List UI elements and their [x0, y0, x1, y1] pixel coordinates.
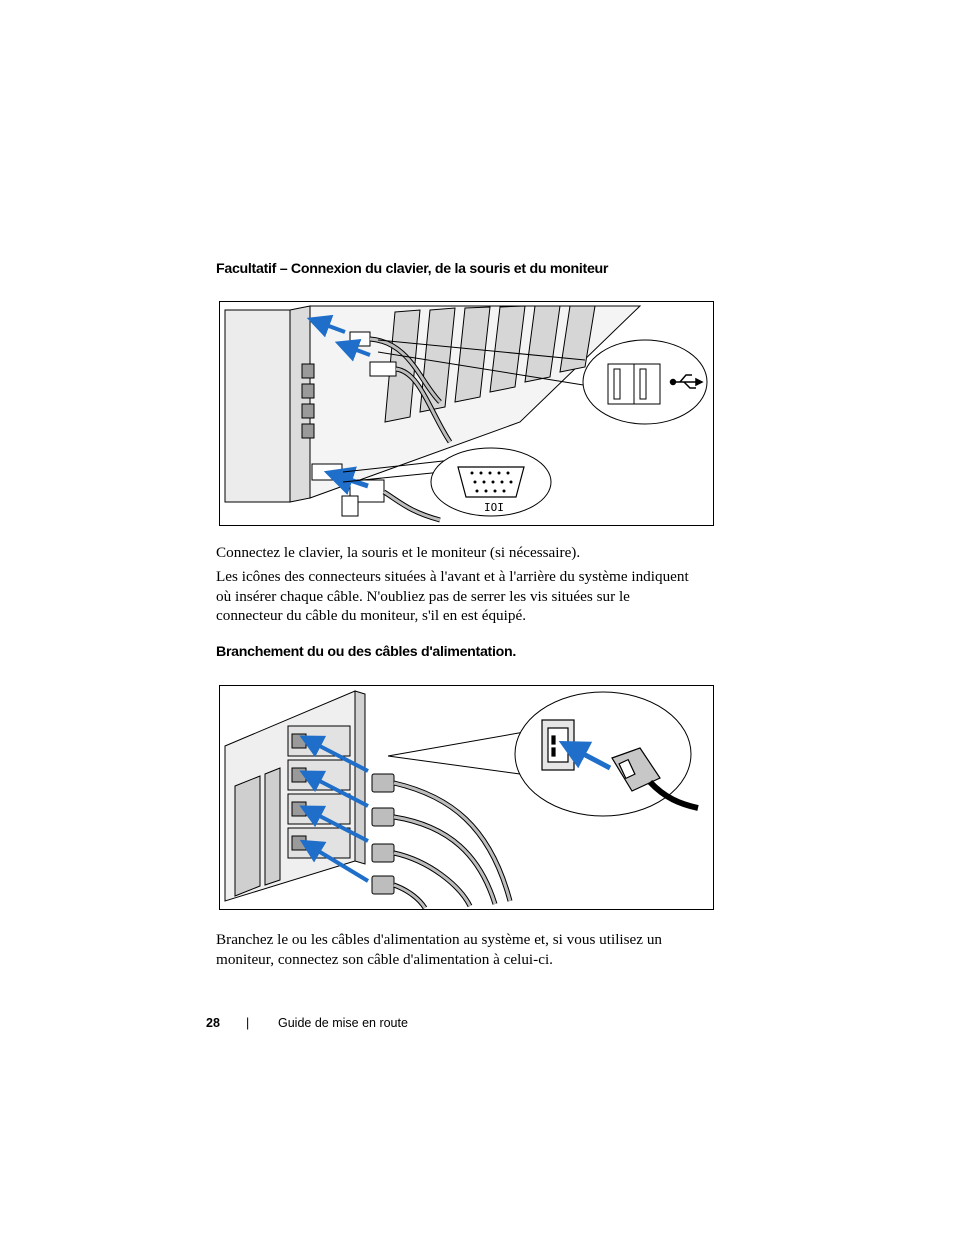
footer-separator: |	[246, 1016, 250, 1030]
power-illustration	[220, 686, 713, 909]
paragraph-connect-peripherals: Connectez le clavier, la souris et le moniteur (si nécessaire).	[216, 544, 581, 561]
paragraph-connector-icons: Les icônes des connecteurs situées à l'avant et à l'arrière du système indiquent où insérer chaque câble. N'oubliez pas de serrer les vis situées sur le connecteur du câble du moniteur, s'il en est équipé.	[216, 568, 689, 624]
peripheral-illustration	[220, 302, 713, 525]
video-port-icon: IOI	[484, 501, 504, 514]
figure-peripheral-connection	[219, 301, 714, 526]
usb-callout	[583, 340, 707, 424]
paragraph-power-cables: Branchez le ou les câbles d'alimentation au système et, si vous utilisez un moniteur, connectez son câble d'alimentation à celui-ci.	[216, 931, 663, 968]
figure-power-connection	[219, 685, 714, 910]
section-heading-power: Branchement du ou des câbles d'alimentation.	[216, 644, 516, 660]
vga-callout	[431, 448, 551, 516]
section-heading-peripherals: Facultatif – Connexion du clavier, de la souris et du moniteur	[216, 261, 609, 277]
footer-doc-title: Guide de mise en route	[278, 1016, 408, 1030]
power-inlet-icon	[542, 720, 574, 770]
page-number: 28	[206, 1016, 220, 1030]
power-inlet-callout	[515, 692, 698, 816]
